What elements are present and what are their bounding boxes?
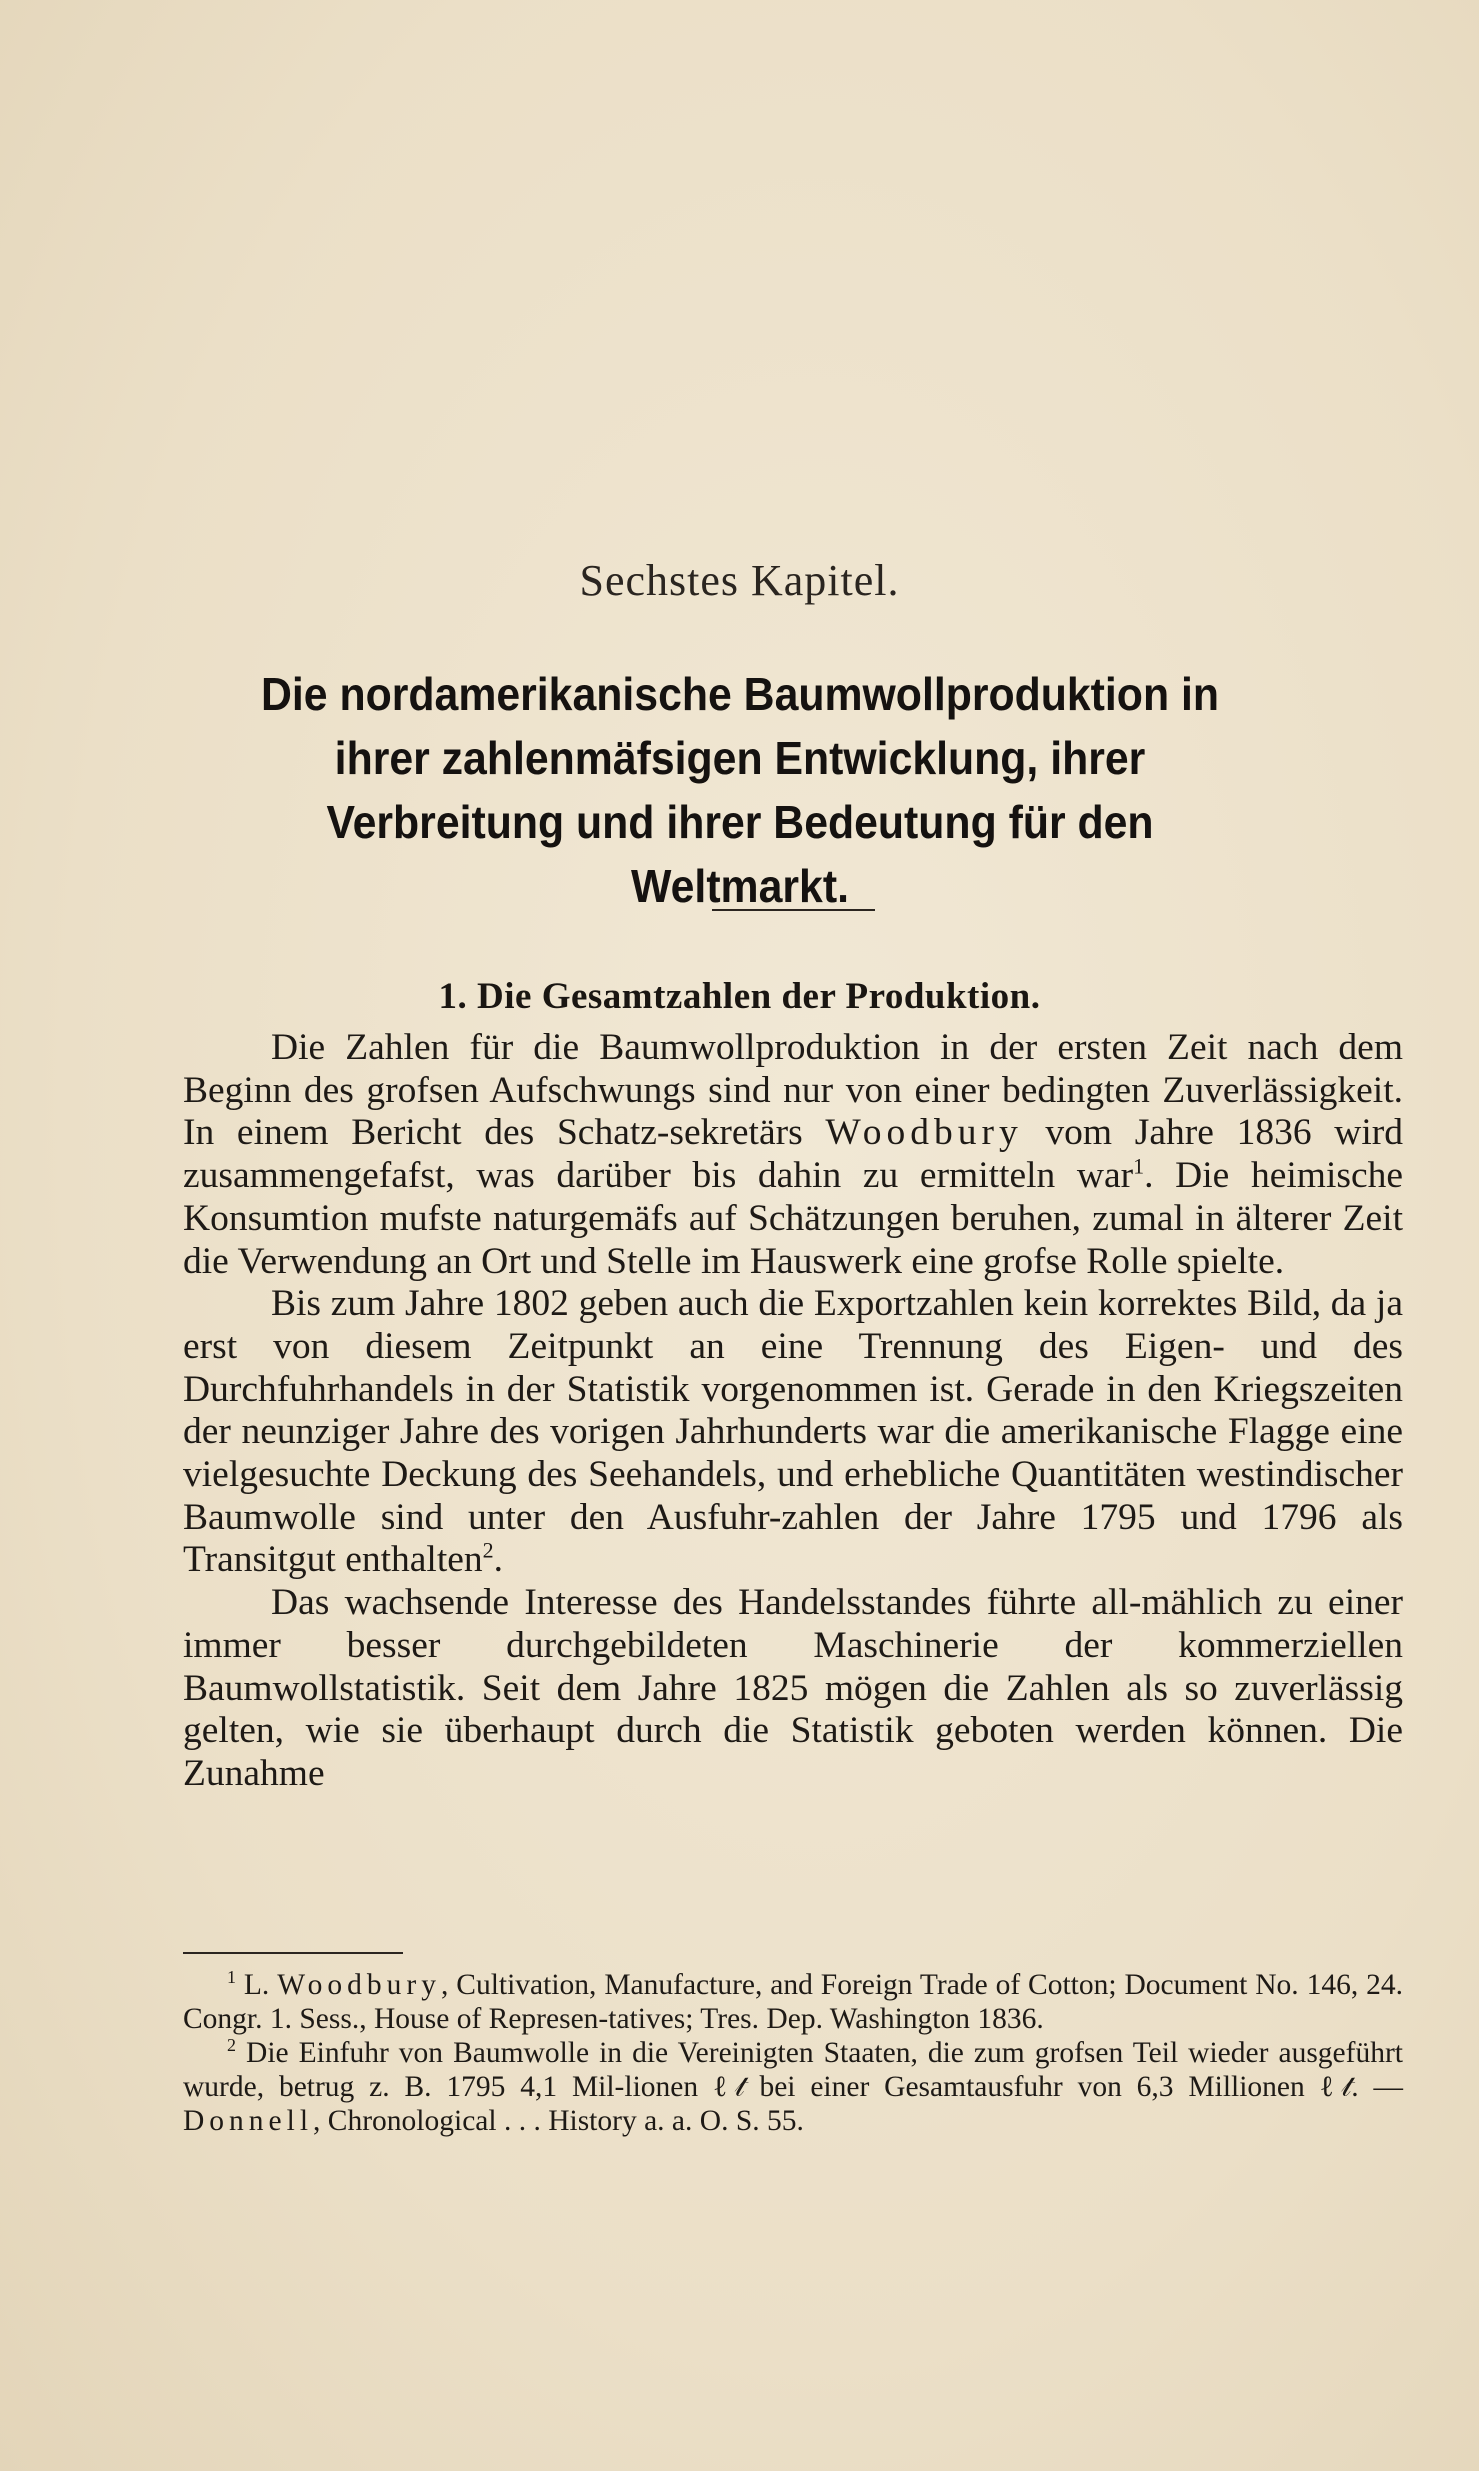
footnote-2-author: Donnell xyxy=(183,2105,314,2137)
footnote-2-text-c: . — xyxy=(1351,2071,1403,2103)
paragraph-2-text-a: Bis zum Jahre 1802 geben auch die Exportzahlen kein korrektes Bild, da ja erst von diesem Zeitpunkt an eine Trennung des Eigen- und des Durchfuhrhandels in der Statistik vorgenommen ist. Gerade in den Kriegszeiten der neunziger Jahre des vorigen Jahrhunderts war die amerikanische Flagge eine vielgesuchte Deckung des Seehandels, und erhebliche Quantitäten westindischer Baumwolle sind unter den Ausfuhr-zahlen der Jahre 1795 und 1796 als Transitgut enthalten xyxy=(183,1283,1403,1581)
footnote-ref-1[interactable]: 1 xyxy=(1133,1153,1145,1179)
footnote-divider xyxy=(183,1952,403,1954)
footnote-1-author: Woodbury xyxy=(277,1969,442,2001)
footnote-2-text-a: Die Einfuhr von Baumwolle in die Vereinigten Staaten, die zum grofsen Teil wieder ausgeführt wurde, betrug z. B. 1795 4,1 Mil-lionen xyxy=(183,2037,1403,2103)
pound-unit-symbol: ℓ𝓉 xyxy=(712,2071,745,2103)
footnote-1-text: , Cultivation, Manufacture, and Foreign Trade of Cotton; Document No. 146, 24. Congr. 1. Sess., House of Represen-tatives; Tres. Dep. Washington 1836. xyxy=(183,1969,1403,2035)
paragraph-1-text-b: vom Jahre 1836 wird zusammengefafst, was darüber bis dahin zu ermitteln war xyxy=(183,1112,1404,1197)
footnote-1-prefix: L. xyxy=(236,1969,278,2001)
chapter-heading: Sechstes Kapitel. xyxy=(579,556,900,605)
footnote-1 xyxy=(183,1968,1403,2036)
footnotes xyxy=(183,1968,1403,2138)
chapter-title: Die nordamerikanische Baumwollproduktion in ihrer zahlenmäfsigen Entwicklung, ihrer Verbreitung und ihrer Bedeutung für den Weltmarkt. xyxy=(261,668,1219,912)
paragraph-1 xyxy=(183,1027,1403,1283)
paragraph-1-text-c: . Die heimische Konsumtion mufste naturgemäfs auf Schätzungen beruhen, zumal in älterer Zeit die Verwendung an Ort und Stelle im Hauswerk eine grofse Rolle spielte. xyxy=(183,1155,1403,1282)
paragraph-2-text-b: . xyxy=(493,1539,504,1581)
title-divider xyxy=(712,909,875,911)
footnote-2-text-d: , Chronological . . . History a. a. O. S. 55. xyxy=(313,2105,804,2137)
footnote-2-number: 2 xyxy=(227,2035,236,2056)
paragraph-3: Das wachsende Interesse des Handelsstandes führte all-mählich zu einer immer besser durchgebildeten Maschinerie der kommerziellen Baumwollstatistik. Seit dem Jahre 1825 mögen die Zahlen als so zuverlässig gelten, wie sie überhaupt durch die Statistik geboten werden können. Die Zunahme xyxy=(183,1582,1403,1794)
section-heading: 1. Die Gesamtzahlen der Produktion. xyxy=(438,976,1041,1017)
body-text xyxy=(183,1027,1403,1796)
paragraph-2 xyxy=(183,1283,1403,1582)
footnote-ref-2[interactable]: 2 xyxy=(482,1537,494,1563)
pound-unit-symbol-2: ℓ𝓉 xyxy=(1319,2071,1352,2103)
paragraph-1-text-a: Die Zahlen für die Baumwollproduktion in der ersten Zeit nach dem Beginn des grofsen Aufschwungs sind nur von einer bedingten Zuverlässigkeit. In einem Bericht des Schatz-sekretärs xyxy=(183,1027,1403,1154)
footnote-2 xyxy=(183,2036,1403,2138)
footnote-1-number: 1 xyxy=(227,1967,236,1988)
author-name-woodbury: Woodbury xyxy=(825,1112,1023,1154)
footnote-2-text-b: bei einer Gesamtausfuhr von 6,3 Millionen xyxy=(744,2071,1320,2103)
